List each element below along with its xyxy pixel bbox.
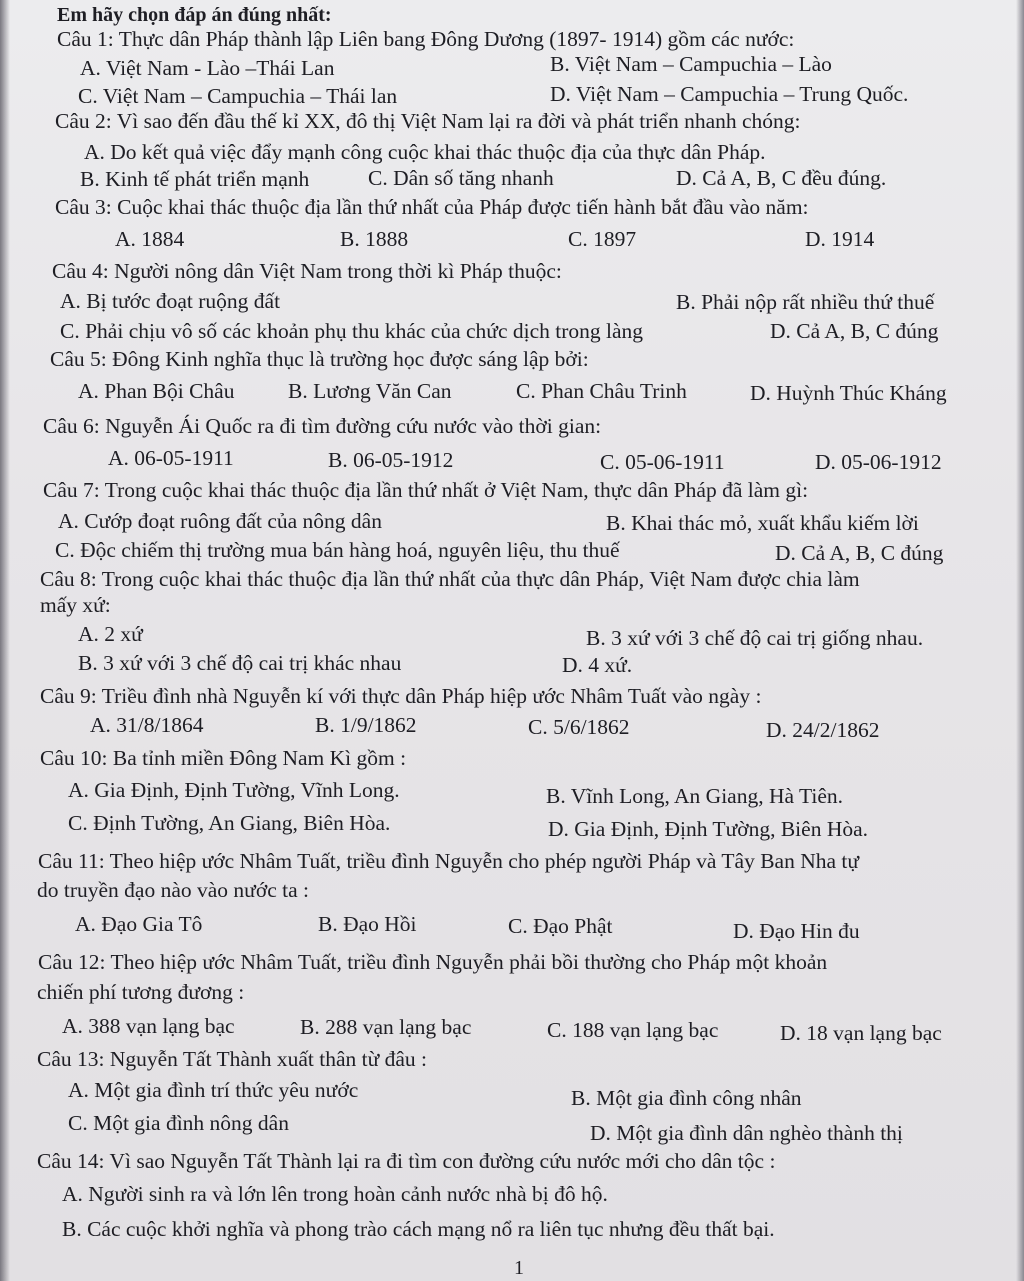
q13-option-d[interactable]: D. Một gia đình dân nghèo thành thị — [590, 1121, 903, 1145]
page-edge-shadow-right — [1016, 0, 1024, 1281]
q4-option-d[interactable]: D. Cả A, B, C đúng — [770, 319, 939, 343]
q6-option-d[interactable]: D. 05-06-1912 — [815, 450, 942, 474]
q12-option-d[interactable]: D. 18 vạn lạng bạc — [780, 1021, 942, 1045]
page-number: 1 — [514, 1257, 524, 1279]
instruction-heading: Em hãy chọn đáp án đúng nhất: — [57, 4, 332, 26]
q1-option-b[interactable]: B. Việt Nam – Campuchia – Lào — [550, 52, 832, 76]
q7-option-a[interactable]: A. Cướp đoạt ruông đất của nông dân — [58, 509, 382, 533]
q11-option-a[interactable]: A. Đạo Gia Tô — [75, 912, 203, 936]
q11-option-c[interactable]: C. Đạo Phật — [508, 914, 613, 938]
q8-option-a[interactable]: A. 2 xứ — [78, 622, 143, 646]
q8-option-b[interactable]: B. 3 xứ với 3 chế độ cai trị giống nhau. — [586, 626, 924, 650]
q5-option-d[interactable]: D. Huỳnh Thúc Kháng — [750, 381, 947, 405]
q14-option-a[interactable]: A. Người sinh ra và lớn lên trong hoàn cảnh nước nhà bị đô hộ. — [62, 1182, 608, 1206]
q9-option-b[interactable]: B. 1/9/1862 — [315, 713, 417, 737]
q12-option-a[interactable]: A. 388 vạn lạng bạc — [62, 1014, 235, 1038]
question-2: Câu 2: Vì sao đến đầu thế kỉ XX, đô thị Việt Nam lại ra đời và phát triển nhanh chóng: — [55, 109, 801, 133]
q7-option-b[interactable]: B. Khai thác mỏ, xuất khẩu kiếm lời — [606, 511, 919, 535]
q12-option-b[interactable]: B. 288 vạn lạng bạc — [300, 1015, 472, 1039]
q2-option-c[interactable]: C. Dân số tăng nhanh — [368, 166, 554, 190]
question-3: Câu 3: Cuộc khai thác thuộc địa lần thứ nhất của Pháp được tiến hành bắt đầu vào năm: — [55, 195, 809, 219]
q10-option-a[interactable]: A. Gia Định, Định Tường, Vĩnh Long. — [68, 778, 400, 802]
q9-option-a[interactable]: A. 31/8/1864 — [90, 713, 204, 737]
question-8-continued: mấy xứ: — [40, 593, 111, 617]
question-8: Câu 8: Trong cuộc khai thác thuộc địa lần thứ nhất của thực dân Pháp, Việt Nam được chia làm — [40, 567, 860, 591]
q6-option-b[interactable]: B. 06-05-1912 — [328, 448, 454, 472]
question-5: Câu 5: Đông Kinh nghĩa thục là trường học được sáng lập bởi: — [50, 347, 589, 371]
question-14: Câu 14: Vì sao Nguyễn Tất Thành lại ra đi tìm con đường cứu nước mới cho dân tộc : — [37, 1149, 776, 1173]
q3-option-a[interactable]: A. 1884 — [115, 227, 185, 251]
q4-option-c[interactable]: C. Phải chịu vô số các khoản phụ thu khác của chức dịch trong làng — [60, 319, 644, 343]
q1-option-a[interactable]: A. Việt Nam - Lào –Thái Lan — [80, 56, 335, 80]
q11-option-b[interactable]: B. Đạo Hồi — [318, 912, 417, 936]
q5-option-a[interactable]: A. Phan Bội Châu — [78, 379, 235, 403]
q6-option-a[interactable]: A. 06-05-1911 — [108, 446, 234, 470]
q3-option-c[interactable]: C. 1897 — [568, 227, 637, 251]
q13-option-a[interactable]: A. Một gia đình trí thức yêu nước — [68, 1078, 359, 1102]
q1-option-c[interactable]: C. Việt Nam – Campuchia – Thái lan — [78, 84, 398, 108]
q1-option-d[interactable]: D. Việt Nam – Campuchia – Trung Quốc. — [550, 82, 909, 106]
q13-option-b[interactable]: B. Một gia đình công nhân — [571, 1086, 802, 1110]
q3-option-b[interactable]: B. 1888 — [340, 227, 409, 251]
question-12-continued: chiến phí tương đương : — [37, 980, 245, 1004]
q5-option-c[interactable]: C. Phan Châu Trinh — [516, 379, 687, 403]
q4-option-a[interactable]: A. Bị tước đoạt ruộng đất — [60, 289, 281, 313]
q2-option-a[interactable]: A. Do kết quả việc đẩy mạnh công cuộc khai thác thuộc địa của thực dân Pháp. — [84, 140, 766, 164]
q9-option-d[interactable]: D. 24/2/1862 — [766, 718, 880, 742]
q12-option-c[interactable]: C. 188 vạn lạng bạc — [547, 1018, 719, 1042]
question-11-continued: do truyền đạo nào vào nước ta : — [37, 878, 309, 902]
q2-option-d[interactable]: D. Cả A, B, C đều đúng. — [676, 166, 887, 190]
q8-option-d[interactable]: D. 4 xứ. — [562, 653, 633, 677]
q9-option-c[interactable]: C. 5/6/1862 — [528, 715, 630, 739]
q10-option-c[interactable]: C. Định Tường, An Giang, Biên Hòa. — [68, 811, 391, 835]
q8-option-b-second[interactable]: B. 3 xứ với 3 chế độ cai trị khác nhau — [78, 651, 402, 675]
q11-option-d[interactable]: D. Đạo Hin đu — [733, 919, 860, 943]
question-1: Câu 1: Thực dân Pháp thành lập Liên bang Đông Dương (1897- 1914) gồm các nước: — [57, 27, 795, 51]
q2-option-b[interactable]: B. Kinh tế phát triển mạnh — [80, 167, 310, 191]
q3-option-d[interactable]: D. 1914 — [805, 227, 875, 251]
question-6: Câu 6: Nguyễn Ái Quốc ra đi tìm đường cứu nước vào thời gian: — [43, 414, 602, 438]
q6-option-c[interactable]: C. 05-06-1911 — [600, 450, 725, 474]
q10-option-b[interactable]: B. Vĩnh Long, An Giang, Hà Tiên. — [546, 784, 844, 808]
q13-option-c[interactable]: C. Một gia đình nông dân — [68, 1111, 289, 1135]
question-4: Câu 4: Người nông dân Việt Nam trong thời kì Pháp thuộc: — [52, 259, 562, 283]
q14-option-b[interactable]: B. Các cuộc khởi nghĩa và phong trào cách mạng nổ ra liên tục nhưng đều thất bại. — [62, 1217, 775, 1241]
question-10: Câu 10: Ba tỉnh miền Đông Nam Kì gồm : — [40, 746, 407, 770]
q10-option-d[interactable]: D. Gia Định, Định Tường, Biên Hòa. — [548, 817, 869, 841]
question-13: Câu 13: Nguyễn Tất Thành xuất thân từ đâu : — [37, 1047, 428, 1071]
question-9: Câu 9: Triều đình nhà Nguyễn kí với thực dân Pháp hiệp ước Nhâm Tuất vào ngày : — [40, 684, 762, 708]
q7-option-c[interactable]: C. Độc chiếm thị trường mua bán hàng hoá, nguyên liệu, thu thuế — [55, 538, 620, 562]
q5-option-b[interactable]: B. Lương Văn Can — [288, 379, 452, 403]
q4-option-b[interactable]: B. Phải nộp rất nhiều thứ thuế — [676, 290, 935, 314]
question-11: Câu 11: Theo hiệp ước Nhâm Tuất, triều đình Nguyễn cho phép người Pháp và Tây Ban Nha tự — [38, 849, 860, 873]
page-edge-shadow-left — [0, 0, 10, 1281]
question-7: Câu 7: Trong cuộc khai thác thuộc địa lần thứ nhất ở Việt Nam, thực dân Pháp đã làm gì: — [43, 478, 809, 502]
q7-option-d[interactable]: D. Cả A, B, C đúng — [775, 541, 944, 565]
question-12: Câu 12: Theo hiệp ước Nhâm Tuất, triều đình Nguyễn phải bồi thường cho Pháp một khoản — [38, 950, 828, 974]
